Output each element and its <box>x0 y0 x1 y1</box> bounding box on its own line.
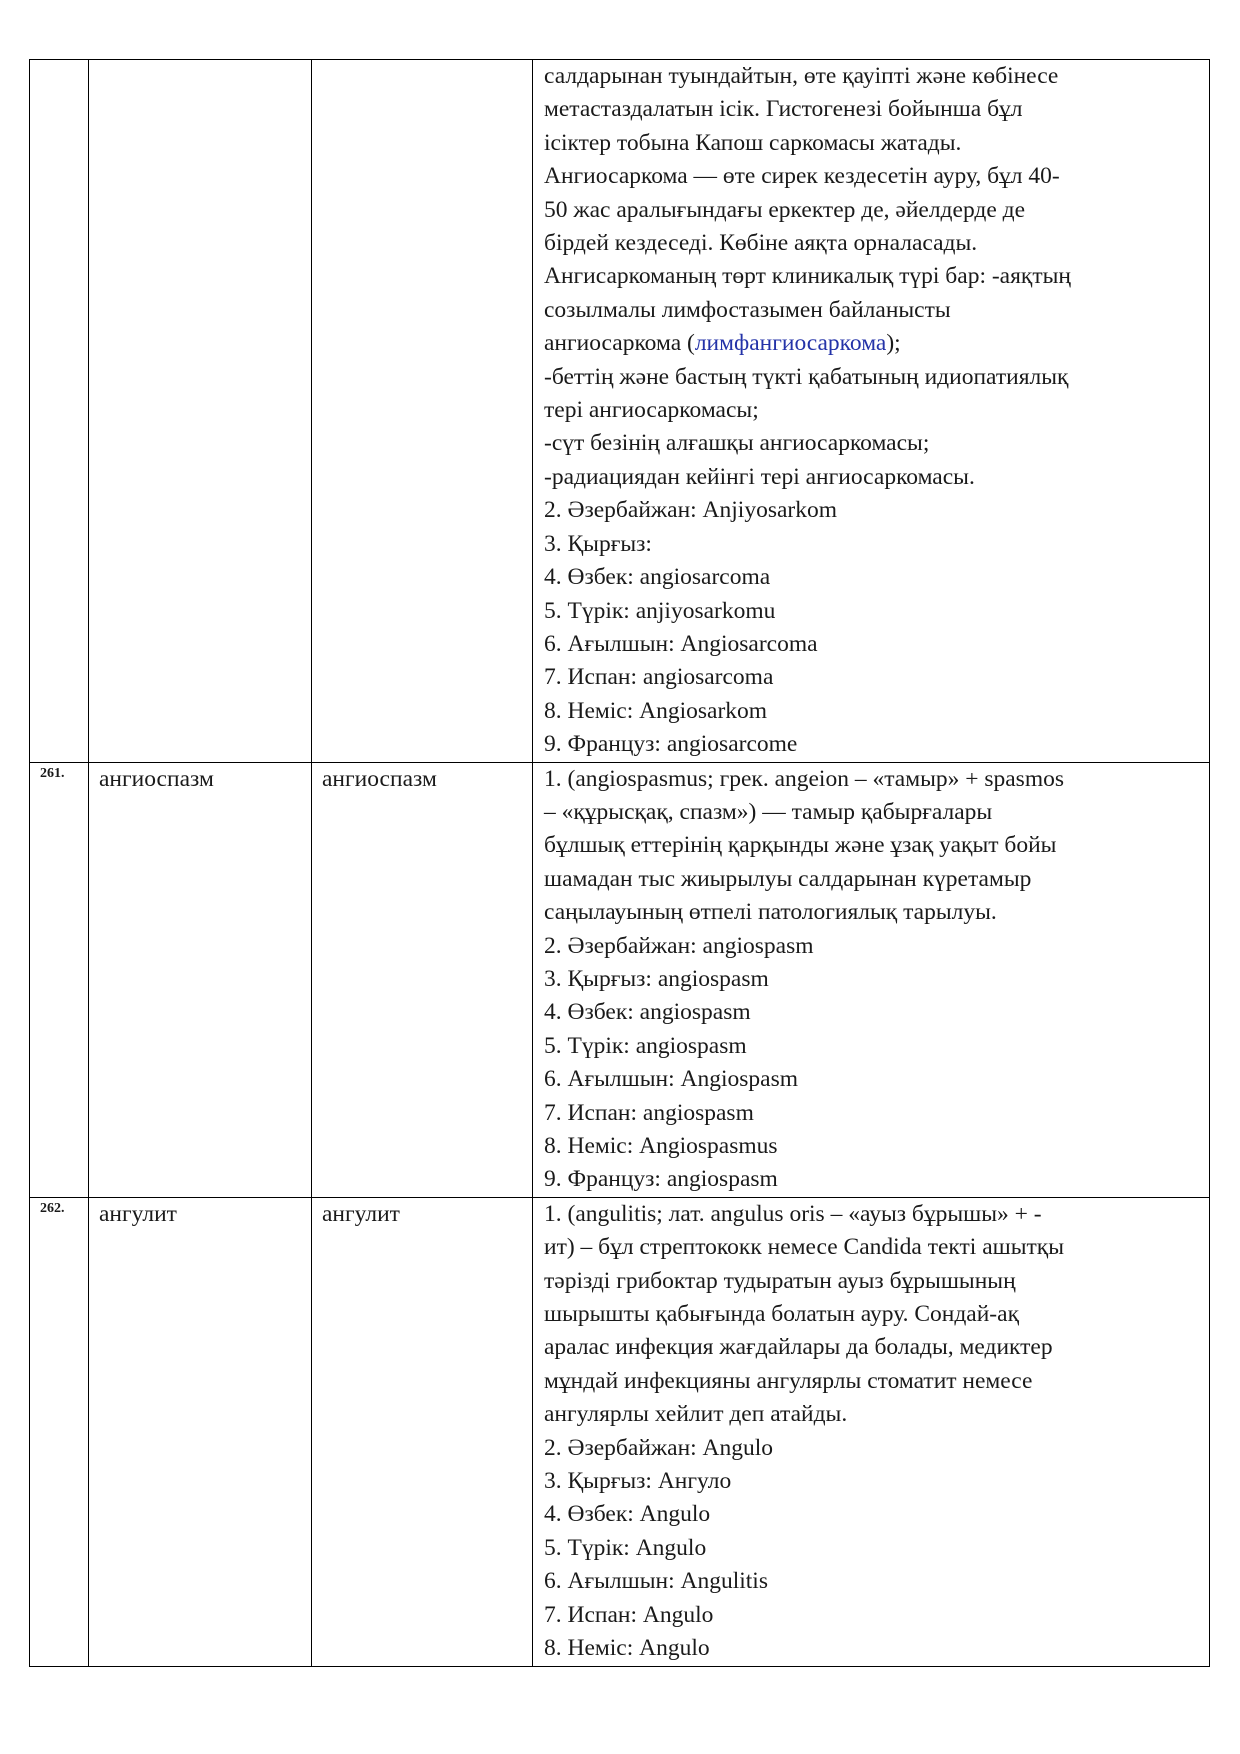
table-row <box>30 762 1210 1197</box>
definition-line: ісіктер тобына Капош саркомасы жатады. <box>544 129 962 156</box>
definition-cell <box>533 762 1210 1197</box>
definition-line: 3. Қырғыз: angiospasm <box>544 965 769 992</box>
definition-line: 2. Әзербайжан: Angulo <box>544 1434 774 1461</box>
entry-number-cell <box>30 1197 89 1666</box>
definition-line: 3. Қырғыз: Ангуло <box>544 1468 732 1495</box>
definition-line: аралас инфекция жағдайлары да болады, медиктер <box>544 1334 1053 1361</box>
term-kazakh: ангиоспазм <box>99 765 214 792</box>
definition-line <box>544 327 1205 360</box>
definition-line: 5. Түрік: anjiyosarkomu <box>544 597 776 624</box>
definition-line: 1. (angiospasmus; грек. angeion – «тамыр» + spasmos <box>544 765 1065 792</box>
definition-line: 9. Француз: angiosarcome <box>544 731 798 758</box>
definition-line: 3. Қырғыз: <box>544 530 652 557</box>
definition-line: – «құрысқақ, спазм») — тамыр қабырғалары <box>544 798 993 825</box>
entry-number <box>30 60 88 62</box>
dictionary-table <box>29 59 1210 1667</box>
definition-line: 4. Өзбек: angiosarcoma <box>544 564 771 591</box>
definition-line: метастаздалатын ісік. Гистогенезі бойынша бұл <box>544 96 1023 123</box>
definition-line: Ангиосаркома — өте сирек кездесетін ауру, бұл 40- <box>544 163 1060 190</box>
definition-line: шырышты қабығында болатын ауру. Сондай-ақ <box>544 1301 1019 1328</box>
term-kazakh: ангулит <box>99 1200 177 1227</box>
term-russian-cell <box>312 60 533 763</box>
definition-line: 4. Өзбек: angiospasm <box>544 999 751 1026</box>
definition-line: 6. Ағылшын: Angiospasm <box>544 1066 798 1093</box>
definition-line: салдарынан туындайтын, өте қауіпті және көбінесе <box>544 63 1059 89</box>
term-kazakh-cell <box>89 60 312 763</box>
definition-cell <box>533 1197 1210 1666</box>
definition-line: ангулярлы хейлит деп атайды. <box>544 1401 848 1428</box>
definition-line: Ангисаркоманың төрт клиникалық түрі бар: -аяқтың <box>544 263 1071 290</box>
definition-line: бірдей кездеседі. Көбіне аяқта орналасады. <box>544 230 978 257</box>
definition-line: тәрізді грибоктар тудыратын ауыз бұрышының <box>544 1267 1016 1294</box>
entry-number: 261. <box>40 765 65 781</box>
cross-reference-link[interactable]: лимфангиосаркома <box>694 330 887 357</box>
table-row <box>30 1197 1210 1666</box>
definition-line-text: ); <box>886 330 901 357</box>
definition-line: 8. Неміс: Angiospasmus <box>544 1133 778 1159</box>
term-russian: ангиоспазм <box>322 765 437 792</box>
term-kazakh-cell <box>89 1197 312 1666</box>
definition-line: 5. Түрік: Angulo <box>544 1534 707 1561</box>
definition-cell <box>533 60 1210 763</box>
definition-line: 1. (angulitis; лат. angulus oris – «ауыз бұрышы» + - <box>544 1200 1042 1227</box>
term-russian: ангулит <box>322 1200 400 1227</box>
definition-text <box>533 763 1209 1197</box>
definition-line: 2. Әзербайжан: Anjiyosarkom <box>544 497 838 524</box>
definition-line: бұлшық еттерінің қарқынды және ұзақ уақыт бойы <box>544 832 1057 859</box>
definition-line: созылмалы лимфостазымен байланысты <box>544 296 951 323</box>
definition-text <box>533 1198 1209 1666</box>
definition-line: 6. Ағылшын: Angulitis <box>544 1568 768 1595</box>
definition-line: саңылауының өтпелі патологиялық тарылуы. <box>544 899 997 926</box>
definition-line-text: ангиосаркома ( <box>544 330 695 357</box>
definition-line: 2. Әзербайжан: angiospasm <box>544 932 814 959</box>
definition-line: -радиациядан кейінгі тері ангиосаркомасы. <box>544 463 975 490</box>
definition-line: 5. Түрік: angiospasm <box>544 1032 747 1059</box>
definition-line: 7. Испан: Angulo <box>544 1601 714 1628</box>
definition-line: -сүт безінің алғашқы ангиосаркомасы; <box>544 430 930 457</box>
entry-number: 262. <box>40 1200 65 1216</box>
term-kazakh-cell <box>89 762 312 1197</box>
dictionary-table-body <box>30 60 1210 1667</box>
definition-line: 8. Неміс: Angiosarkom <box>544 697 768 724</box>
definition-line: 7. Испан: angiosarcoma <box>544 664 774 691</box>
definition-line: мұндай инфекцияны ангулярлы стоматит немесе <box>544 1367 1033 1394</box>
definition-line: 50 жас аралығындағы еркектер де, әйелдерде де <box>544 196 1026 223</box>
definition-line: шамадан тыс жиырылуы салдарынан күретамыр <box>544 865 1032 892</box>
term-russian-cell <box>312 1197 533 1666</box>
definition-line: тері ангиосаркомасы; <box>544 397 759 424</box>
entry-number-cell <box>30 60 89 763</box>
definition-line: 9. Француз: angiospasm <box>544 1166 778 1193</box>
entry-number-cell <box>30 762 89 1197</box>
definition-line: 6. Ағылшын: Angiosarcoma <box>544 630 818 657</box>
definition-line: 4. Өзбек: Angulo <box>544 1501 711 1528</box>
definition-line: 7. Испан: angiospasm <box>544 1099 754 1126</box>
definition-line: 8. Неміс: Angulo <box>544 1635 710 1662</box>
definition-line: ит) – бұл стрептококк немесе Candida текті ашытқы <box>544 1234 1064 1261</box>
table-row <box>30 60 1210 763</box>
definition-line: -беттің және бастың түкті қабатының идиопатиялық <box>544 363 1069 390</box>
term-russian-cell <box>312 762 533 1197</box>
definition-text <box>533 60 1209 762</box>
